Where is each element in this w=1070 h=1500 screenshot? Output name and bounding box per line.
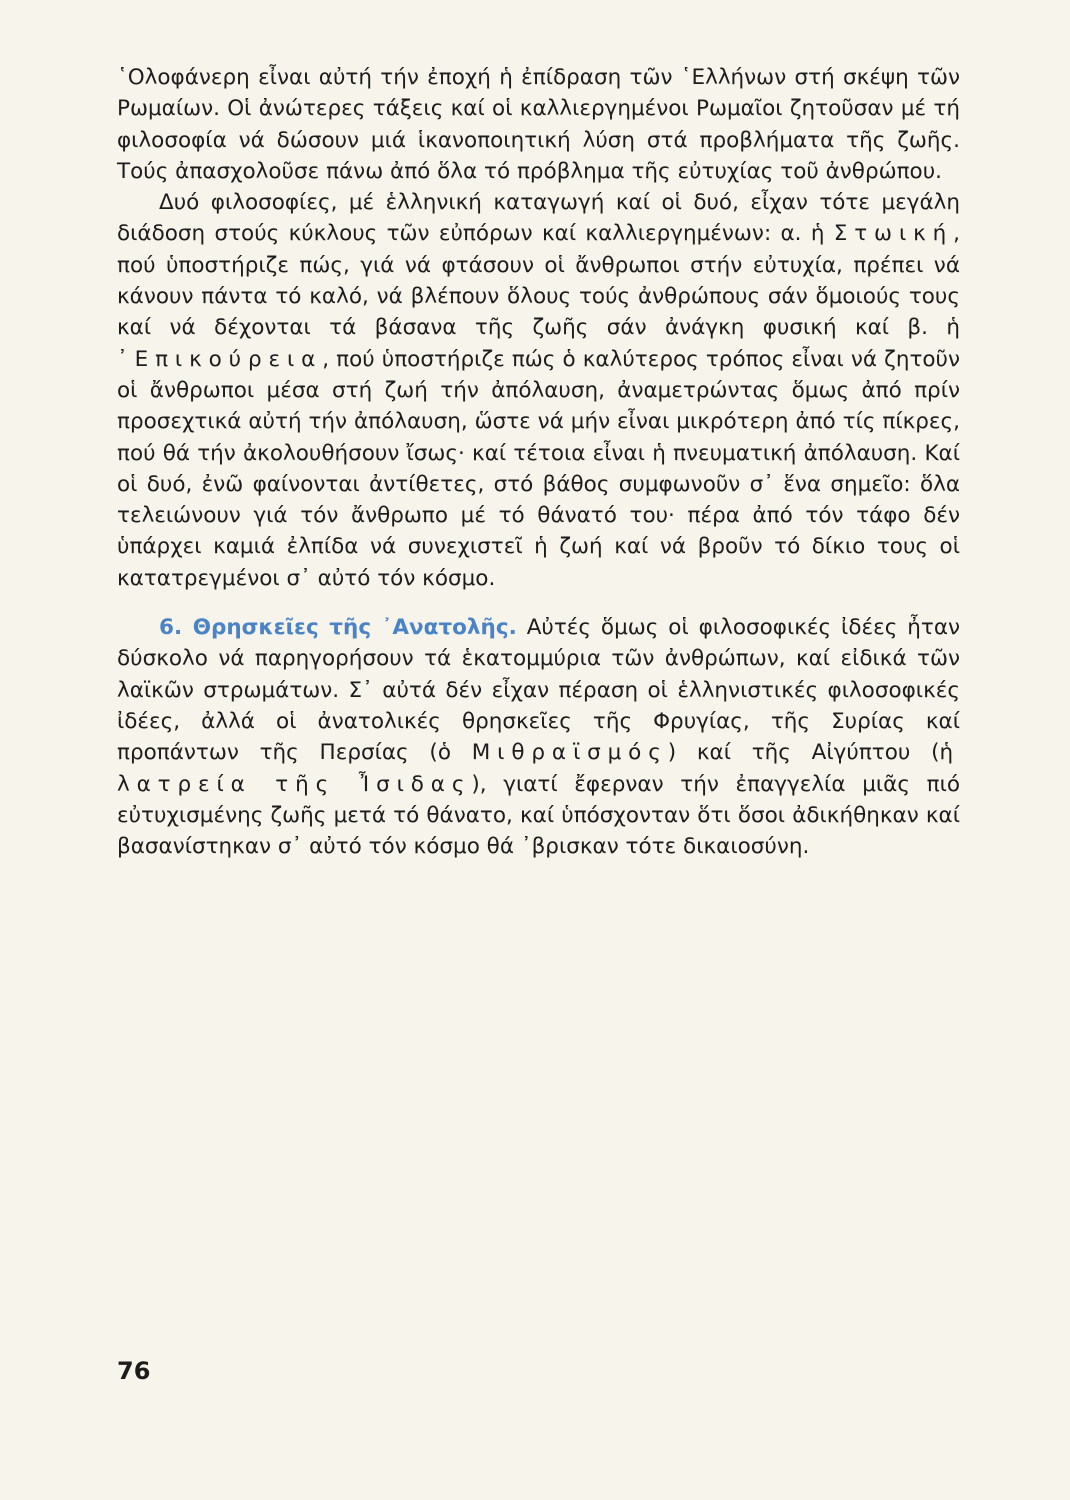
paragraph-text: Αὐτές ὅμως οἱ φιλοσοφικές ἰδέες ἦταν δύσκολο νά παρηγορήσουν τά ἑκατομμύρια τῶν ἀνθρώπων, καί εἰδικά τῶν λαϊκῶν στρωμάτων. Σ᾿ αὐτά δέν εἶχαν πέραση οἱ ἑλληνιστικές φιλοσοφικές ἰδέες, ἀλλά οἱ ἀνατολικές θρησκεῖες τῆς Φρυγίας, τῆς Συρίας καί προπάντων τῆς Περσίας (ὁ bbox=[117, 615, 960, 766]
paragraph-text: Δυό φιλοσοφίες, μέ ἑλληνική καταγωγή καί οἱ δυό, εἶχαν τότε μεγάλη διάδοση στούς κύκλους τῶν εὐπόρων καί καλλιεργημένων: α. ἡ bbox=[117, 190, 960, 247]
term-mithraism: Μιθραϊσμός bbox=[471, 740, 668, 766]
paragraph-text: ῾Ολοφάνερη εἶναι αὐτή τήν ἐποχή ἡ ἐπίδραση τῶν ῾Ελλήνων στή σκέψη τῶν Ρωμαίων. Οἱ ἀνώτερες τάξεις καί οἱ καλλιεργημένοι Ρωμαῖοι ζητοῦσαν μέ τή φιλοσοφία νά δώσουν μιά ἱκανοποιητική λύση στά προβλήματα τῆς ζωῆς. Τούς ἀπασχολοῦσε πάνω ἀπό ὅλα τό πρόβλημα τῆς εὐτυχίας τοῦ ἀνθρώπου. bbox=[117, 65, 960, 184]
page-body bbox=[117, 62, 960, 862]
paragraph-text: ) καί τῆς Αἰγύπτου ( bbox=[667, 740, 940, 766]
paragraph-text: , πού ὑποστήριζε πώς, γιά νά φτάσουν οἱ ἄνθρωποι στήν εὐτυχία, πρέπει νά κάνουν πάντα τό καλό, νά βλέπουν ὅλους τούς ἀνθρώπους σάν ὅμοιούς τους καί νά δέχονται τά βάσανα τῆς ζωῆς σάν ἀνάγκη φυσική καί β. ἡ bbox=[117, 221, 960, 341]
paragraph-roman-philosophy bbox=[117, 62, 960, 187]
paragraph-text: ), γιατί ἔφερναν τήν ἐπαγγελία μιᾶς πιό εὐτυχισμένης ζωῆς μετά τό θάνατο, καί ὑπόσχονταν ὅτι ὅσοι ἀδικήθηκαν καί βασανίστηκαν σ᾿ αὐτό τόν κόσμο θά ᾿βρισκαν τότε δικαιοσύνη. bbox=[117, 771, 960, 860]
term-isis-worship: ἡ λατρεία τῆς Ἶσιδας bbox=[117, 740, 960, 797]
paragraph-stoic-epicurean bbox=[117, 187, 960, 594]
term-stoic: Στωική bbox=[833, 221, 954, 247]
section-heading: 6. Θρησκεῖες τῆς ᾿Ανατολῆς. bbox=[159, 615, 517, 641]
paragraph-eastern-religions bbox=[117, 612, 960, 862]
term-epicurean: ᾿Επικούρεια bbox=[117, 346, 323, 372]
page-number: 76 bbox=[117, 1357, 151, 1385]
paragraph-text: , πού ὑποστήριζε πώς ὁ καλύτερος τρόπος εἶναι νά ζητοῦν οἱ ἄνθρωποι μέσα στή ζωή τήν ἀπόλαυση, ἀναμετρώντας ὅμως ἀπό πρίν προσεχτικά αὐτή τήν ἀπόλαυση, ὥστε νά μήν εἶναι μικρότερη ἀπό τίς πίκρες, πού θά τήν ἀκολουθήσουν ἴσως· καί τέτοια εἶναι ἡ πνευματική ἀπόλαυση. Καί οἱ δυό, ἐνῶ φαίνονται ἀντίθετες, στό βάθος συμφωνοῦν σ᾿ ἕνα σημεῖο: ὅλα τελειώνουν γιά τόν ἄνθρωπο μέ τό θάνατό του· πέρα ἀπό τόν τάφο δέν ὑπάρχει καμιά ἐλπίδα νά συνεχιστεῖ ἡ ζωή καί νά βροῦν τό δίκιο τους οἱ κατατρεγμένοι σ᾿ αὐτό τόν κόσμο. bbox=[117, 346, 960, 591]
